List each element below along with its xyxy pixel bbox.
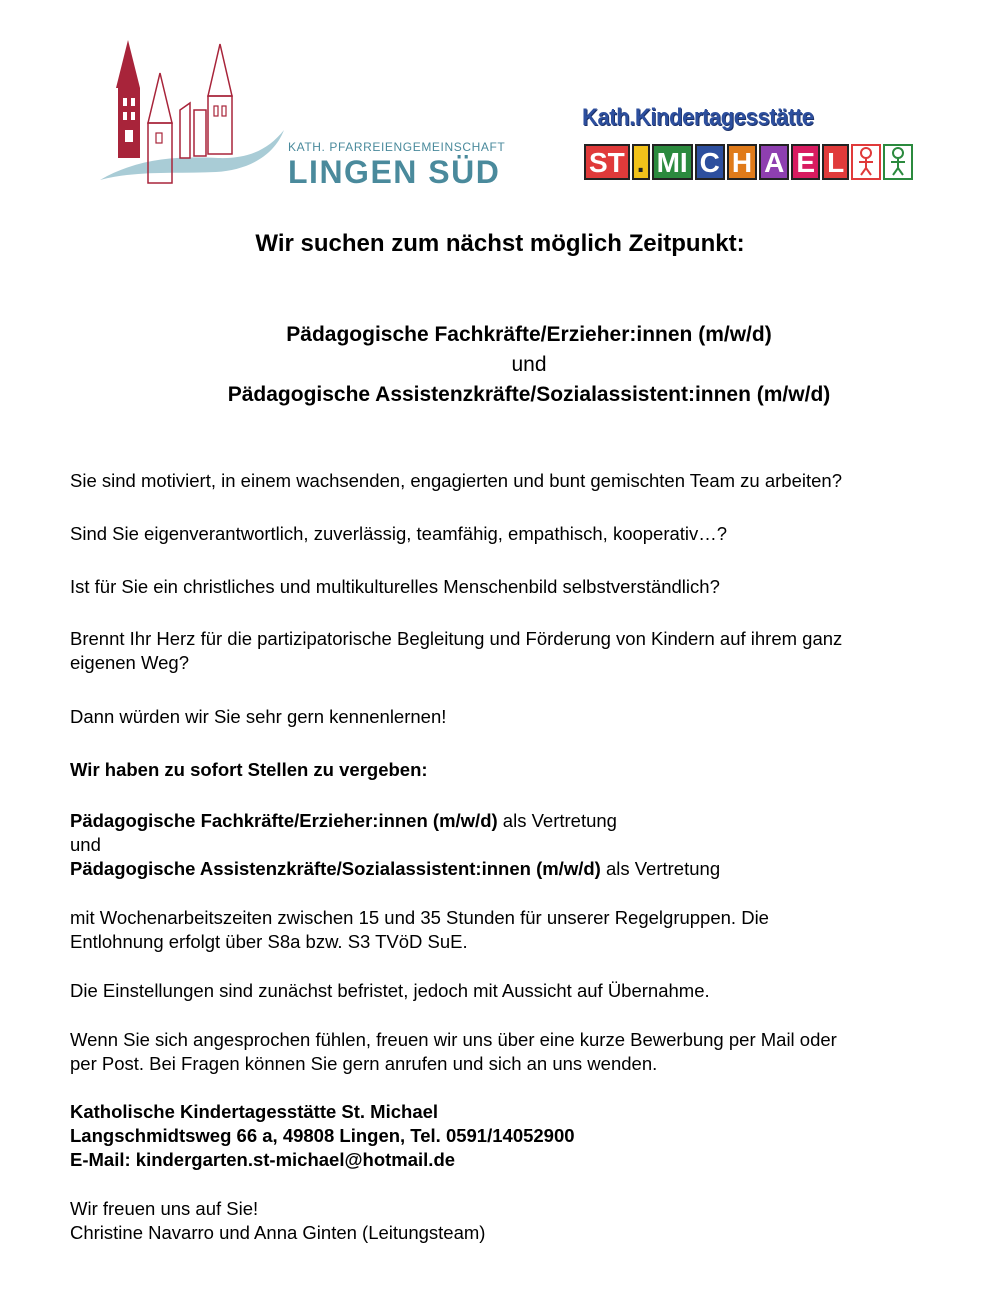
paragraph-hours [70, 906, 970, 954]
page-heading: Wir suchen zum nächst möglich Zeitpunkt: [255, 230, 745, 257]
paragraph-apply-line1: Wenn Sie sich angesprochen fühlen, freuen wir uns über eine kurze Bewerbung per Mail oder [70, 1029, 837, 1050]
paragraph-openings: Wir haben zu sofort Stellen zu vergeben: [70, 759, 428, 780]
kita-letter: A [759, 144, 789, 180]
kita-letter: C [695, 144, 725, 180]
contact-block [70, 1100, 970, 1172]
position-2-type: als Vertretung [600, 858, 721, 879]
kita-letter: H [727, 144, 757, 180]
contact-name: Katholische Kindertagesstätte St. Michael [70, 1101, 439, 1122]
subtitle-position-2: Pädagogische Assistenzkräfte/Sozialassistent:innen (m/w/d) [227, 383, 831, 406]
paragraph-passion-line2: eigenen Weg? [70, 652, 189, 673]
paragraph-hours-line2: Entlohnung erfolgt über S8a bzw. S3 TVöD SuE. [70, 931, 468, 952]
paragraph-invitation: Dann würden wir Sie sehr gern kennenlernen! [70, 706, 447, 727]
child-figure-icon [883, 144, 913, 180]
paragraph-apply-line2: per Post. Bei Fragen können Sie gern anrufen und sich an uns wenden. [70, 1053, 658, 1074]
kita-logo-letters [584, 144, 913, 180]
paragraph-values: Ist für Sie ein christliches und multikulturelles Menschenbild selbstverständlich? [70, 576, 720, 597]
kita-logo [580, 100, 890, 185]
contact-address: Langschmidtsweg 66 a, 49808 Lingen, Tel. 0591/14052900 [70, 1125, 575, 1146]
parish-logo [98, 38, 506, 190]
closing-block [70, 1197, 970, 1245]
position-list [70, 809, 970, 881]
kita-letter: E [791, 144, 820, 180]
position-1-type: als Vertretung [497, 810, 617, 831]
subtitle-position-1: Pädagogische Fachkräfte/Erzieher:innen (m/w/d) [286, 323, 772, 346]
child-figure-icon [851, 144, 881, 180]
subtitle-connector: und [511, 353, 547, 376]
closing-signature: Christine Navarro und Anna Ginten (Leitungsteam) [70, 1222, 486, 1243]
kita-letter: L [822, 144, 849, 180]
parish-name: LINGEN SÜD [288, 154, 501, 190]
paragraph-hours-line1: mit Wochenarbeitszeiten zwischen 15 und 35 Stunden für unserer Regelgruppen. Die [70, 907, 769, 928]
paragraph-passion-line1: Brennt Ihr Herz für die partizipatorische Begleitung und Förderung von Kindern auf ihrem ganz [70, 628, 843, 649]
kita-letter: MI [652, 144, 693, 180]
position-connector: und [70, 834, 101, 855]
closing-greeting: Wir freuen uns auf Sie! [70, 1198, 259, 1219]
parish-subtitle: KATH. PFARREIENGEMEINSCHAFT [288, 140, 506, 154]
paragraph-contract: Die Einstellungen sind zunächst befristet, jedoch mit Aussicht auf Übernahme. [70, 980, 710, 1001]
kita-letter: . [632, 144, 650, 180]
paragraph-qualities: Sind Sie eigenverantwortlich, zuverlässig, teamfähig, empathisch, kooperativ…? [70, 523, 728, 544]
kita-letter: ST [584, 144, 630, 180]
contact-email[interactable]: E-Mail: kindergarten.st-michael@hotmail.de [70, 1149, 456, 1170]
paragraph-passion [70, 627, 970, 675]
church-towers-icon [98, 38, 288, 188]
paragraph-apply [70, 1028, 970, 1076]
kita-logo-title: Kath.Kindertagesstätte [582, 104, 814, 131]
paragraph-motivation: Sie sind motiviert, in einem wachsenden, engagierten und bunt gemischten Team zu arbeiten? [70, 470, 842, 491]
position-2-title: Pädagogische Assistenzkräfte/Sozialassistent:innen (m/w/d) [70, 858, 601, 879]
position-1-title: Pädagogische Fachkräfte/Erzieher:innen (m/w/d) [70, 810, 498, 831]
